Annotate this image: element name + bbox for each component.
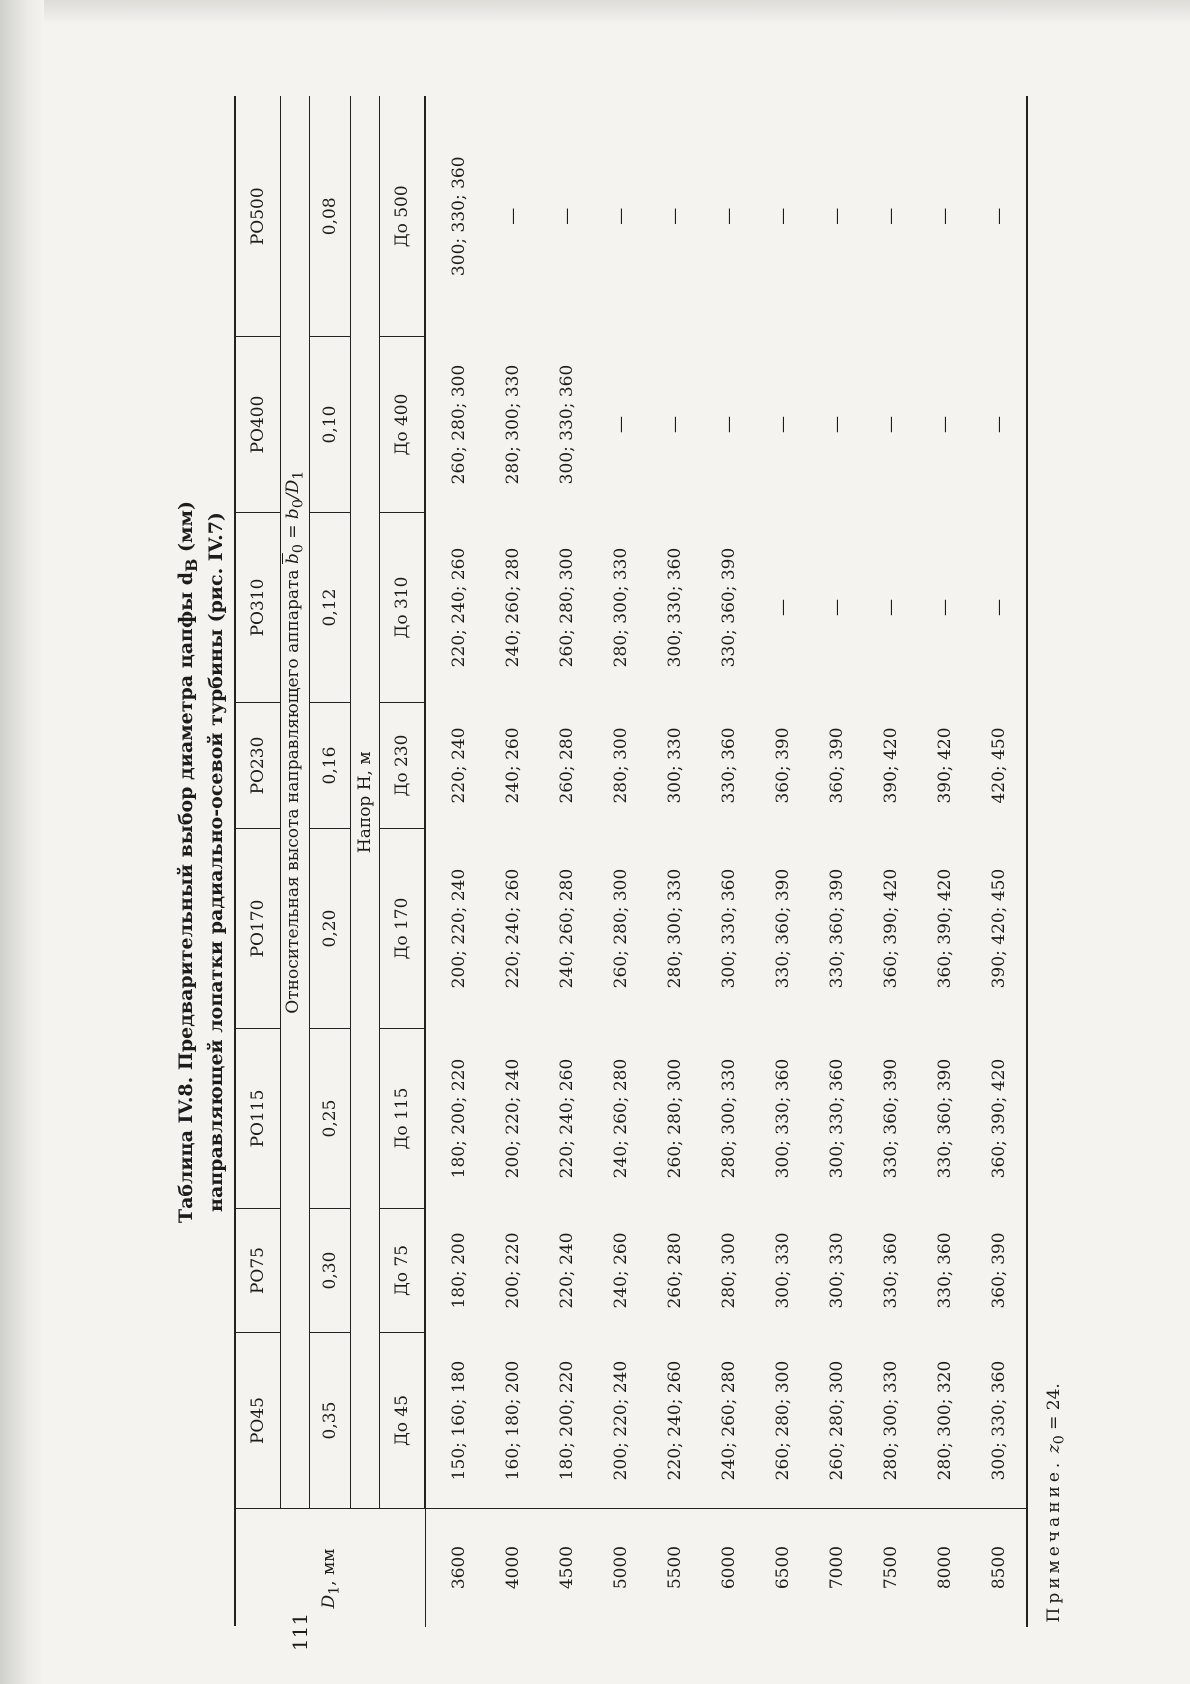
diameter-cell: 150; 160; 180 [449, 1360, 469, 1481]
diameter-cell: 330; 360; 390 [935, 1058, 955, 1179]
diameter-cell: 360; 390 [989, 1232, 1009, 1309]
diameter-cell: — [503, 207, 523, 225]
d1-header: $D_1$, мм [235, 1509, 425, 1627]
diameter-cell: — [611, 416, 631, 433]
diameter-cell: 260; 280; 300 [665, 1058, 685, 1179]
diameter-cell: 240; 260 [611, 1232, 631, 1309]
b0-value: 0,10 [310, 337, 351, 513]
turbine-type: РО75 [235, 1209, 281, 1333]
diameter-cell: 280; 300; 330 [881, 1360, 901, 1481]
table-row [756, 97, 810, 1627]
diameter-cell: 220; 240; 260 [665, 1360, 685, 1481]
head-value: До 310 [380, 513, 426, 703]
diameter-cell: — [665, 416, 685, 433]
d1-value: 4000 [486, 1509, 540, 1627]
b0-value: 0,20 [310, 829, 351, 1029]
diameter-cell: 330; 360 [719, 727, 739, 804]
diameter-cell: 280; 300; 330 [503, 364, 523, 485]
diameter-cell: — [827, 599, 847, 616]
d1-value: 3600 [425, 1509, 486, 1627]
b0-value: 0,30 [310, 1209, 351, 1333]
turbine-type: РО45 [235, 1333, 281, 1509]
diameter-cell: 240; 260; 280 [611, 1058, 631, 1179]
diameter-cell: 390; 420; 450 [989, 868, 1009, 989]
diameter-cell: — [773, 207, 793, 225]
head-values-row [380, 97, 426, 1627]
turbine-pivot-diameter-table [234, 97, 1084, 1628]
diameter-cell: 180; 200; 220 [557, 1360, 577, 1481]
diameter-cell: — [665, 207, 685, 225]
diameter-cell: 180; 200 [449, 1232, 469, 1309]
table-row [540, 97, 594, 1627]
turbine-type: РО230 [235, 703, 281, 829]
diameter-cell: — [935, 207, 955, 225]
diameter-cell: — [989, 207, 1009, 225]
head-value: До 45 [380, 1333, 426, 1509]
diameter-cell: 300; 330; 360 [773, 1058, 793, 1179]
head-value: До 500 [380, 97, 426, 337]
head-value: До 400 [380, 337, 426, 513]
diameter-cell: — [827, 207, 847, 225]
d1-value: 6000 [702, 1509, 756, 1627]
table-note: Примечание. $z_0 = 24$. [1027, 97, 1084, 1627]
head-value: До 170 [380, 829, 426, 1029]
diameter-cell: 300; 330 [827, 1232, 847, 1309]
b0-value: 0,08 [310, 97, 351, 337]
table-row [702, 97, 756, 1627]
diameter-cell: — [989, 416, 1009, 433]
b0-value: 0,16 [310, 703, 351, 829]
diameter-cell: 300; 330; 360 [719, 868, 739, 989]
diameter-cell: 300; 330 [773, 1232, 793, 1309]
d1-value: 5500 [648, 1509, 702, 1627]
d1-value: 7000 [810, 1509, 864, 1627]
b0-value: 0,25 [310, 1029, 351, 1209]
diameter-cell: 220; 240; 260 [557, 1058, 577, 1179]
b0-values-row [310, 97, 351, 1627]
diameter-cell: 260; 280; 300 [827, 1360, 847, 1481]
diameter-cell: 260; 280; 300 [449, 364, 469, 485]
diameter-cell: 390; 420 [881, 727, 901, 804]
d1-value: 4500 [540, 1509, 594, 1627]
d1-value: 8000 [918, 1509, 972, 1627]
diameter-cell: 330; 360; 390 [719, 547, 739, 668]
table-row [486, 97, 540, 1627]
diameter-cell: 330; 360 [881, 1232, 901, 1309]
note-row [1027, 97, 1084, 1627]
diameter-cell: — [881, 599, 901, 616]
diameter-cell: 260; 280; 300 [611, 868, 631, 989]
relative-height-row [281, 97, 310, 1627]
diameter-cell: 330; 360 [935, 1232, 955, 1309]
diameter-cell: — [881, 207, 901, 225]
diameter-cell: 280; 300; 330 [611, 547, 631, 668]
turbine-type: РО310 [235, 513, 281, 703]
diameter-cell: 300; 330; 360 [449, 156, 469, 277]
diameter-cell: 300; 330; 360 [827, 1058, 847, 1179]
diameter-cell: 360; 390 [773, 727, 793, 804]
diameter-cell: 220; 240 [449, 727, 469, 804]
diameter-cell: — [881, 416, 901, 433]
table-body [425, 97, 1027, 1627]
turbine-type: РО115 [235, 1029, 281, 1209]
diameter-cell: 200; 220; 240 [611, 1360, 631, 1481]
diameter-cell: 240; 260; 280 [503, 547, 523, 668]
head-value: До 75 [380, 1209, 426, 1333]
table-row [918, 97, 972, 1627]
diameter-cell: 330; 360; 390 [881, 1058, 901, 1179]
diameter-cell: 360; 390; 420 [935, 868, 955, 989]
d1-value: 8500 [972, 1509, 1027, 1627]
turbine-type: РО400 [235, 337, 281, 513]
diameter-cell: 280; 300 [719, 1232, 739, 1309]
diameter-cell: — [773, 599, 793, 616]
table-row [864, 97, 918, 1627]
diameter-cell: 220; 240; 260 [503, 868, 523, 989]
relative-height-header: Относительная высота направляющего аппарата $\overline{b}_0 = b_0/D_1$ [281, 97, 310, 1509]
diameter-cell: — [719, 416, 739, 433]
diameter-cell: 300; 330; 360 [665, 547, 685, 668]
head-label-row [351, 97, 380, 1627]
diameter-cell: 420; 450 [989, 727, 1009, 804]
table-row [594, 97, 648, 1627]
table-row [810, 97, 864, 1627]
diameter-cell: 160; 180; 200 [503, 1360, 523, 1481]
diameter-cell: 390; 420 [935, 727, 955, 804]
diameter-cell: — [935, 599, 955, 616]
d1-value: 5000 [594, 1509, 648, 1627]
diameter-cell: 240; 260; 280 [557, 868, 577, 989]
b0-value: 0,12 [310, 513, 351, 703]
diameter-cell: 260; 280; 300 [557, 547, 577, 668]
diameter-cell: 260; 280 [665, 1232, 685, 1309]
turbine-type-row [235, 97, 281, 1627]
diameter-cell: — [989, 599, 1009, 616]
table-row [425, 97, 486, 1627]
diameter-cell: 360; 390; 420 [881, 868, 901, 989]
diameter-cell: 260; 280 [557, 727, 577, 804]
diameter-cell: 240; 260; 280 [719, 1360, 739, 1481]
caption-line-2: направляющей лопатки радиально-осевой турбины (рис. IV.7) [204, 512, 227, 1212]
diameter-cell: 180; 200; 220 [449, 1058, 469, 1179]
table-row [648, 97, 702, 1627]
turbine-type: РО500 [235, 97, 281, 337]
diameter-cell: 200; 220; 240 [449, 868, 469, 989]
diameter-cell: 330; 360; 390 [827, 868, 847, 989]
diameter-cell: 300; 330; 360 [557, 364, 577, 485]
head-header: Напор H, м [351, 97, 380, 1509]
diameter-cell: 280; 300; 330 [719, 1058, 739, 1179]
diameter-cell: 280; 300 [611, 727, 631, 804]
diameter-cell: 280; 300; 330 [665, 868, 685, 989]
head-value: До 230 [380, 703, 426, 829]
diameter-cell: 300; 330; 360 [989, 1360, 1009, 1481]
diameter-cell: 360; 390 [827, 727, 847, 804]
diameter-cell: 220; 240 [557, 1232, 577, 1309]
diameter-cell: — [557, 207, 577, 225]
turbine-type: РО170 [235, 829, 281, 1029]
diameter-cell: — [719, 207, 739, 225]
diameter-cell: 300; 330 [665, 727, 685, 804]
scan-border-top [0, 0, 1190, 24]
table-caption [170, 82, 234, 1642]
d1-value: 7500 [864, 1509, 918, 1627]
table-row [972, 97, 1027, 1627]
diameter-cell: 280; 300; 320 [935, 1360, 955, 1481]
diameter-cell: 330; 360; 390 [773, 868, 793, 989]
diameter-cell: 200; 220 [503, 1232, 523, 1309]
diameter-cell: — [827, 416, 847, 433]
diameter-cell: — [773, 416, 793, 433]
diameter-cell: — [611, 207, 631, 225]
b0-value: 0,35 [310, 1333, 351, 1509]
diameter-cell: 220; 240; 260 [449, 547, 469, 668]
d1-value: 6500 [756, 1509, 810, 1627]
rotated-page-content [170, 82, 1068, 1652]
diameter-cell: — [935, 416, 955, 433]
page-number: 111 [288, 1612, 312, 1652]
head-value: До 115 [380, 1029, 426, 1209]
diameter-cell: 260; 280; 300 [773, 1360, 793, 1481]
scan-border-left [0, 0, 44, 1684]
diameter-cell: 240; 260 [503, 727, 523, 804]
diameter-cell: 360; 390; 420 [989, 1058, 1009, 1179]
diameter-cell: 200; 220; 240 [503, 1058, 523, 1179]
caption-line-1: Таблица IV.8. Предварительный выбор диаметра цапфы $d_В$ (мм) [175, 500, 201, 1224]
